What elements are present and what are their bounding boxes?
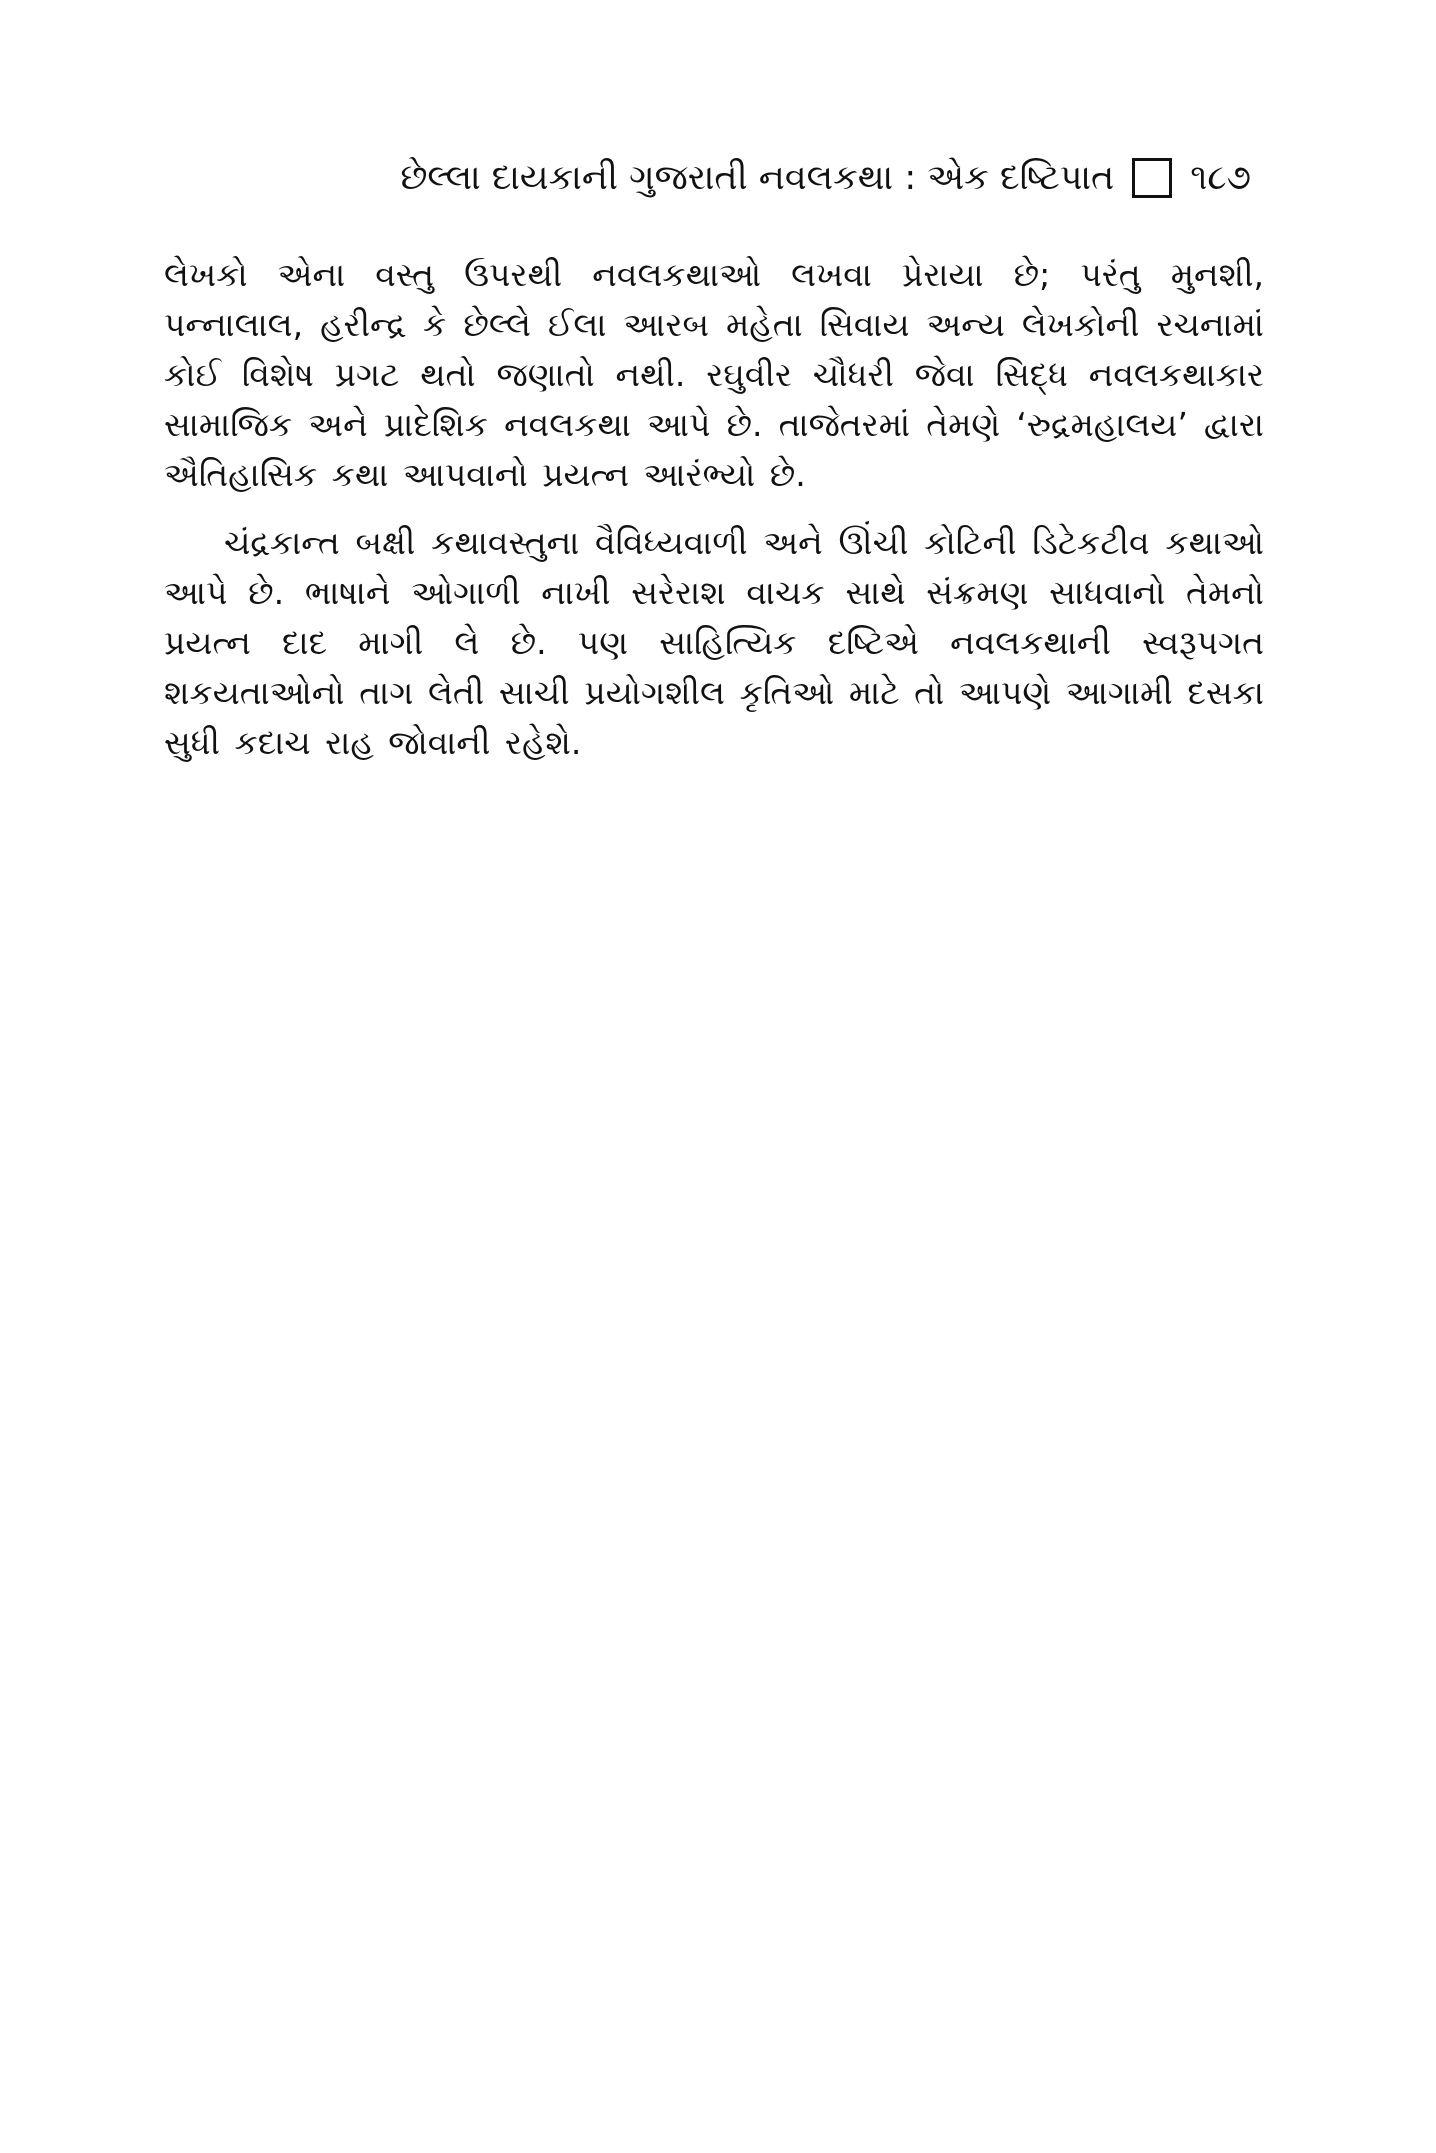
header-box-icon bbox=[1132, 158, 1172, 198]
body-text bbox=[164, 250, 1264, 786]
running-header bbox=[400, 158, 1251, 198]
paragraph-2: ચંદ્રકાન્ત બક્ષી કથાવસ્તુના વૈવિધ્યવાળી અને ઊંચી કોટિની ડિટેકટીવ કથાઓ આપે છે. ભાષાને ઓગાળી નાખી સરેરાશ વાચક સાથે સંક્રમણ સાધવાનો તેમનો પ્રયત્ન દાદ માગી લે છે. પણ સાહિત્યિક દષ્ટિએ નવલકથાની સ્વરૂપગત શકયતાઓનો તાગ લેતી સાચી પ્રયોગશીલ કૃતિઓ માટે તો આપણે આગામી દસકા સુધી કદાચ રાહ જોવાની રહેશે. bbox=[164, 523, 1264, 762]
paragraph-1: લેખકો એના વસ્તુ ઉપરથી નવલકથાઓ લખવા પ્રેરાયા છે; પરંતુ મુનશી, પન્નાલાલ, હરીન્દ્ર કે છેલ્લે ઈલા આરબ મહેતા સિવાય અન્ય લેખકોની રચનામાં કોઈ વિશેષ પ્રગટ થતો જણાતો નથી. રઘુવીર ચૌધરી જેવા સિદ્ધ નવલકથાકાર સામાજિક અને પ્રાદેશિક નવલકથા આપે છે. તાજેતરમાં તેમણે ‘રુદ્રમહાલય’ દ્વારા ઐતિહાસિક કથા આપવાનો પ્રયત્ન આરંભ્યો છે. bbox=[164, 255, 1264, 494]
header-title: છેલ્લા દાયકાની ગુજરાતી નવલકથા : એક દષ્ટિપાત bbox=[400, 157, 1115, 198]
page-number: ૧૮૭ bbox=[1190, 157, 1251, 198]
